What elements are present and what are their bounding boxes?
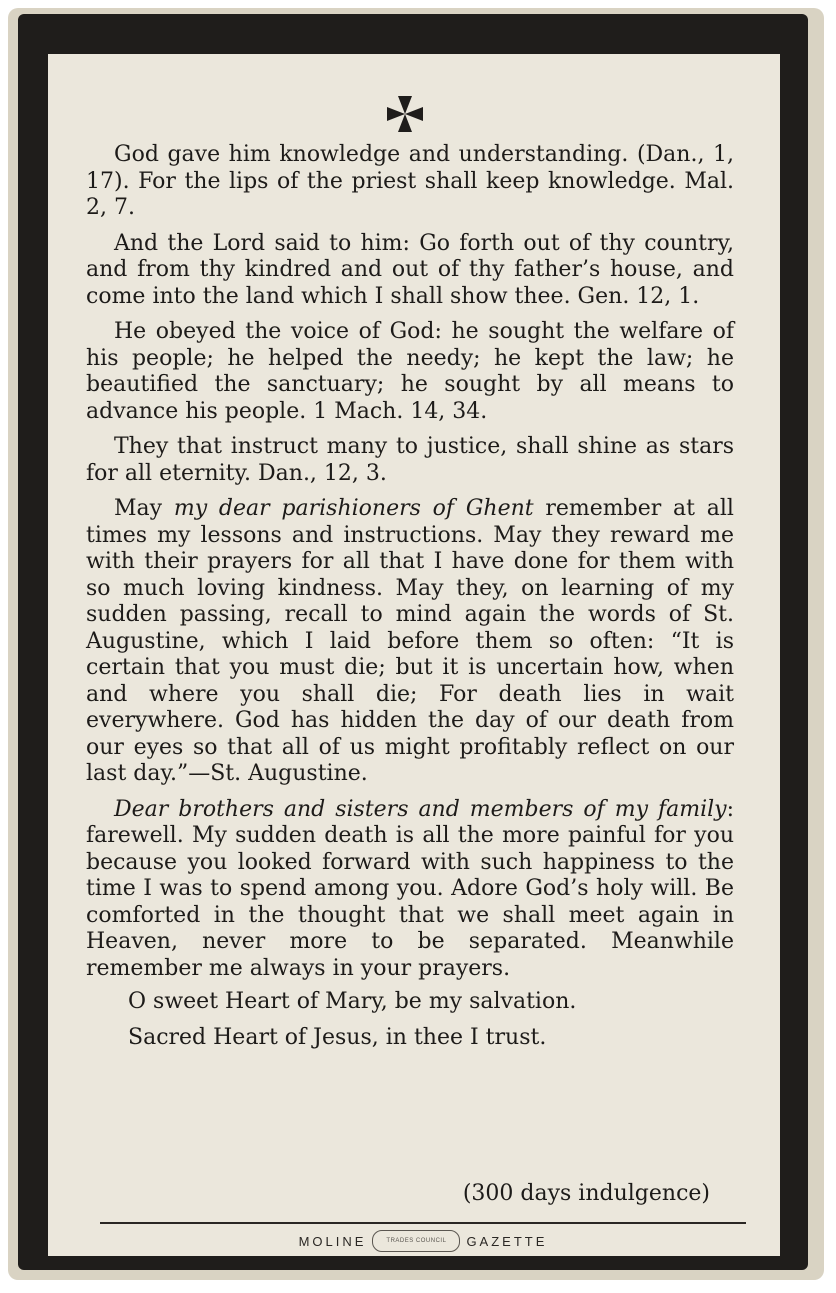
printer-imprint xyxy=(100,1230,746,1252)
paragraph-go-forth: And the Lord said to him: Go forth out of thy country, and from thy kindred and out of thy father’s house, and come into the land which I shall show thee. Gen. 12, 1. xyxy=(86,230,734,309)
paragraph-family xyxy=(86,797,734,983)
maltese-cross-icon xyxy=(385,94,425,134)
card-text xyxy=(86,142,734,1060)
paragraph-knowledge: God gave him knowledge and understanding. (Dan., 1, 17). For the lips of the priest shall keep knowledge. Mal. 2, 7. xyxy=(86,142,734,220)
union-seal-icon: TRADES COUNCIL xyxy=(372,1230,460,1252)
parishioners-start: May xyxy=(114,496,174,521)
imprint-right: GAZETTE xyxy=(466,1233,548,1249)
family-rest: : farewell. My sudden death is all the more painful for you because you looked forward with such happiness to the time I was to spend among you. Adore God’s holy will. Be comforted in the thought that we shall meet again in Heaven, never more to be separated. Meanwhile remember me always in your prayers. xyxy=(86,796,734,981)
paragraph-instruct: They that instruct many to justice, shall shine as stars for all eternity. Dan., 12, 3. xyxy=(86,434,734,486)
imprint-left: MOLINE xyxy=(298,1233,367,1249)
paragraph-obeyed: He obeyed the voice of God: he sought the welfare of his people; he helped the needy; he kept the law; he beautified the sanctuary; he sought by all means to advance his people. 1 Mach. 14, 34. xyxy=(86,319,734,424)
imprint-rule xyxy=(100,1222,746,1224)
prayer-mary: O sweet Heart of Mary, be my salvation. xyxy=(128,989,577,1014)
parishioners-rest: remember at all times my lessons and instructions. May they reward me with their prayers for all that I have done for them with so much loving kindness. May they, on learning of my sudden passing, recall to mind again the words of St. Augustine, which I laid before them so often: “It is certain that you must die; but it is uncertain how, when and where you shall die; For death lies in wait everywhere. God has hidden the day of our death from our eyes so that all of us might profitably reflect on our last day.”—St. Augustine. xyxy=(86,496,734,786)
indulgence-note: (300 days indulgence) xyxy=(462,1181,710,1206)
paragraph-parishioners xyxy=(86,496,734,788)
prayer-jesus: Sacred Heart of Jesus, in thee I trust. xyxy=(128,1024,547,1050)
parishioners-italic: my dear parishioners of Ghent xyxy=(173,496,534,521)
family-italic: Dear brothers and sisters and members of my family xyxy=(114,796,727,822)
